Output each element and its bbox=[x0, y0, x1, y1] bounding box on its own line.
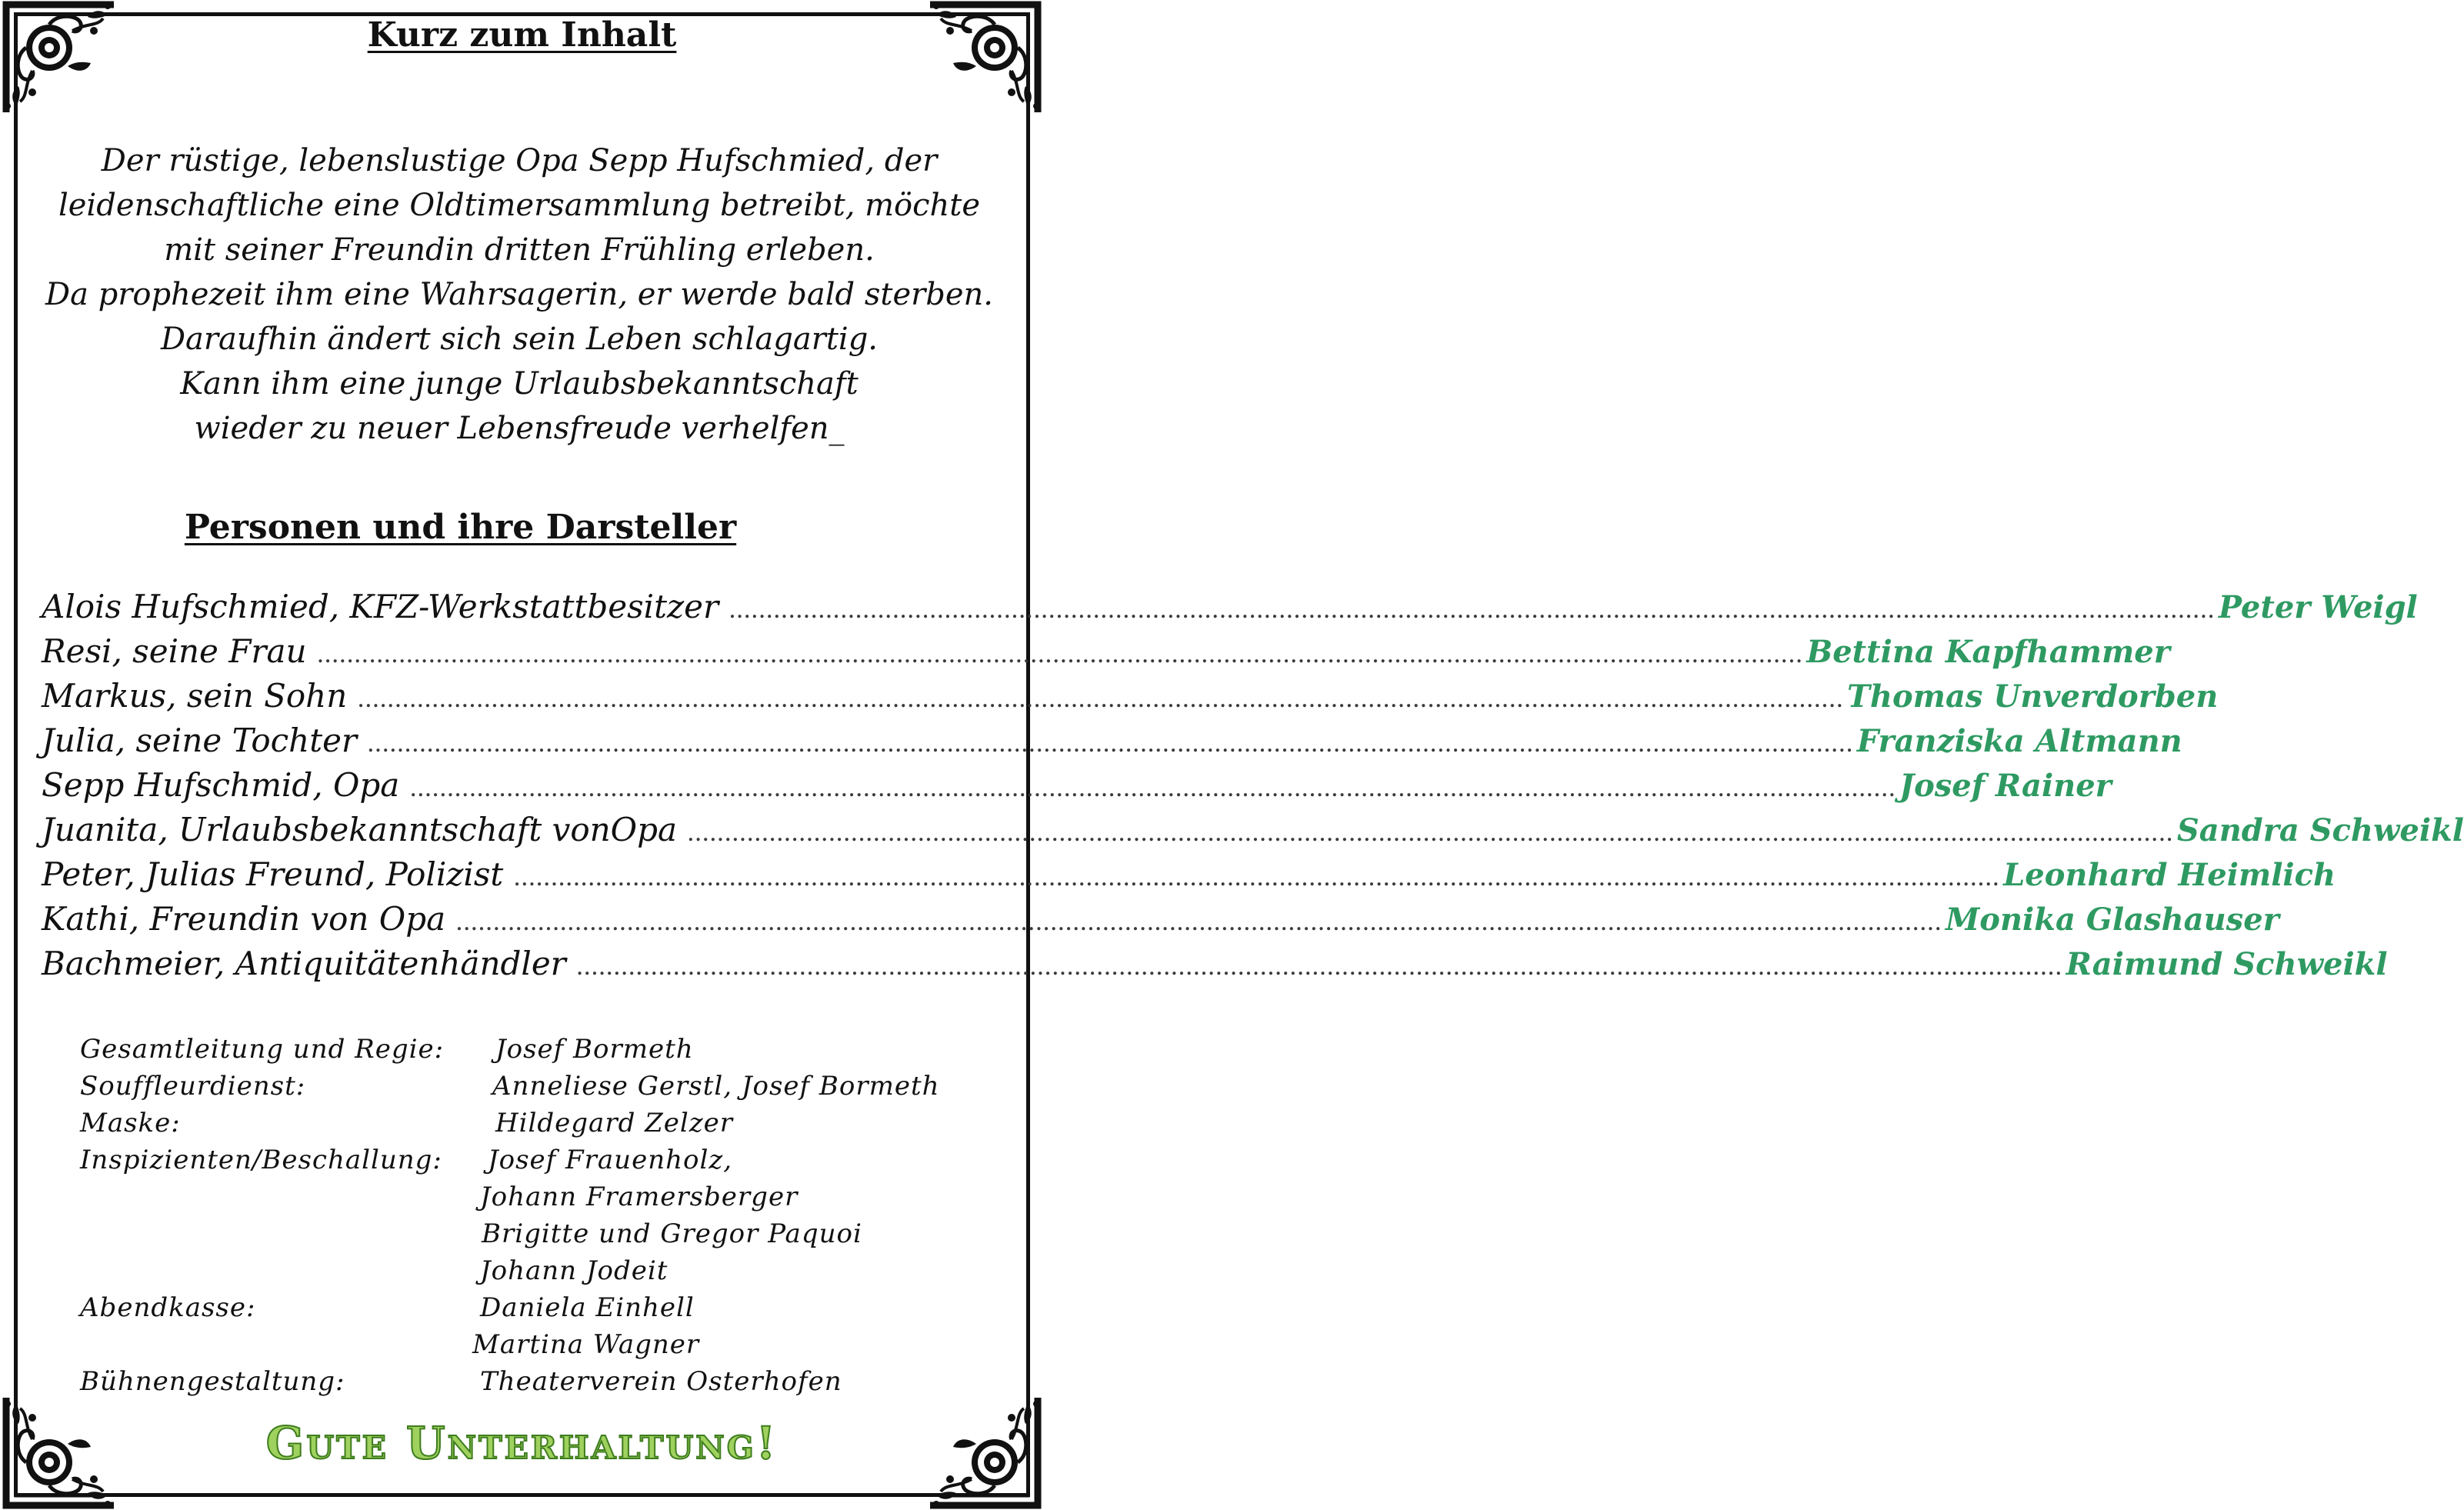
summary-heading: Kurz zum Inhalt bbox=[367, 15, 677, 55]
summary-line: mit seiner Freundin dritten Frühling erleben. bbox=[164, 232, 875, 268]
credit-label: Gesamtleitung und Regie: bbox=[80, 1034, 445, 1065]
credit-row bbox=[80, 1142, 1019, 1178]
cast-actor: Sandra Schweikl bbox=[2176, 812, 2464, 848]
credit-row bbox=[80, 1068, 1019, 1105]
cast-actor: Raimund Schweikl bbox=[2066, 946, 2388, 982]
cast-actor: Leonhard Heimlich bbox=[2003, 857, 2336, 893]
credit-label: Souffleurdienst: bbox=[80, 1071, 306, 1102]
credit-label: Inspizienten/Beschallung: bbox=[80, 1145, 442, 1175]
cast-role: Bachmeier, Antiquitätenhändler bbox=[42, 945, 566, 982]
summary-line: Der rüstige, lebenslustige Opa Sepp Hufschmied, der bbox=[101, 143, 938, 178]
dot-leader: ........................................................................................................................................................................................................ bbox=[576, 959, 2063, 979]
cast-actor: Thomas Unverdorben bbox=[1847, 678, 2219, 715]
credit-value: Josef Bormeth bbox=[495, 1034, 694, 1065]
credit-label: Maske: bbox=[80, 1108, 181, 1138]
cast-actor: Monika Glashauser bbox=[1946, 902, 2279, 938]
dot-leader: ........................................................................................................................................................................................................ bbox=[514, 870, 2001, 890]
cast-role: Sepp Hufschmid, Opa bbox=[42, 766, 400, 804]
summary-line: Da prophezeit ihm eine Wahrsagerin, er werde bald sterben. bbox=[45, 277, 993, 312]
credit-row bbox=[80, 1326, 1019, 1363]
credits-list bbox=[80, 1031, 1019, 1400]
credit-row bbox=[80, 1215, 1019, 1252]
cast-role: Peter, Julias Freund, Polizist bbox=[42, 855, 504, 893]
credit-row bbox=[80, 1363, 1019, 1400]
cast-role: Julia, seine Tochter bbox=[42, 722, 358, 759]
dot-leader: ........................................................................................................................................................................................................ bbox=[729, 602, 2216, 622]
cast-list bbox=[42, 588, 2464, 989]
credit-value: Hildegard Zelzer bbox=[495, 1108, 734, 1138]
credit-value: Johann Jodeit bbox=[480, 1255, 669, 1286]
dot-leader: ........................................................................................................................................................................................................ bbox=[317, 647, 1804, 667]
cast-role: Markus, sein Sohn bbox=[42, 677, 348, 715]
credit-row bbox=[80, 1031, 1019, 1068]
dot-leader: ........................................................................................................................................................................................................ bbox=[358, 692, 1845, 712]
cast-row bbox=[42, 811, 2464, 855]
cast-role: Kathi, Freundin von Opa bbox=[42, 900, 446, 938]
summary-line: leidenschaftliche eine Oldtimersammlung betreibt, möchte bbox=[58, 188, 981, 223]
cast-role: Juanita, Urlaubsbekanntschaft vonOpa bbox=[42, 811, 678, 848]
footer-slogan: Gute Unterhaltung! bbox=[265, 1417, 779, 1469]
cast-row bbox=[42, 945, 2388, 989]
credit-value: Anneliese Gerstl, Josef Bormeth bbox=[492, 1071, 940, 1102]
credit-value: Martina Wagner bbox=[472, 1329, 700, 1360]
credit-value: Johann Framersberger bbox=[480, 1182, 799, 1212]
cast-row bbox=[42, 588, 2418, 632]
cast-row bbox=[42, 900, 2279, 945]
credit-row bbox=[80, 1178, 1019, 1215]
credit-label: Abendkasse: bbox=[80, 1292, 256, 1323]
credit-value: Brigitte und Gregor Paquoi bbox=[482, 1218, 862, 1249]
credit-label: Bühnengestaltung: bbox=[80, 1366, 345, 1397]
cast-actor: Peter Weigl bbox=[2218, 589, 2418, 625]
credit-value: Theaterverein Osterhofen bbox=[480, 1366, 842, 1397]
dot-leader: ........................................................................................................................................................................................................ bbox=[410, 781, 1897, 801]
credit-row bbox=[80, 1105, 1019, 1142]
cast-role: Alois Hufschmied, KFZ-Werkstattbesitzer bbox=[42, 588, 719, 625]
dot-leader: ........................................................................................................................................................................................................ bbox=[688, 825, 2174, 845]
credit-value: Josef Frauenholz, bbox=[488, 1145, 733, 1175]
credit-value: Daniela Einhell bbox=[480, 1292, 695, 1323]
cast-row bbox=[42, 855, 2336, 900]
dot-leader: ........................................................................................................................................................................................................ bbox=[456, 915, 1942, 935]
cast-heading: Personen und ihre Darsteller bbox=[184, 508, 737, 547]
cast-actor: Franziska Altmann bbox=[1856, 723, 2182, 759]
cast-actor: Josef Rainer bbox=[1899, 768, 2112, 804]
summary-line: Kann ihm eine junge Urlaubsbekanntschaft bbox=[180, 366, 859, 402]
credit-row bbox=[80, 1289, 1019, 1326]
summary-text bbox=[31, 138, 1008, 451]
summary-line: wieder zu neuer Lebensfreude verhelfen_ bbox=[194, 411, 845, 446]
dot-leader: ........................................................................................................................................................................................................ bbox=[368, 736, 1854, 756]
summary-line: Daraufhin ändert sich sein Leben schlagartig. bbox=[160, 322, 879, 357]
cast-role: Resi, seine Frau bbox=[42, 632, 307, 670]
cast-row bbox=[42, 722, 2182, 766]
cast-actor: Bettina Kapfhammer bbox=[1806, 634, 2170, 670]
cast-row bbox=[42, 677, 2219, 722]
cast-row bbox=[42, 632, 2170, 677]
credit-row bbox=[80, 1252, 1019, 1289]
cast-row bbox=[42, 766, 2112, 811]
